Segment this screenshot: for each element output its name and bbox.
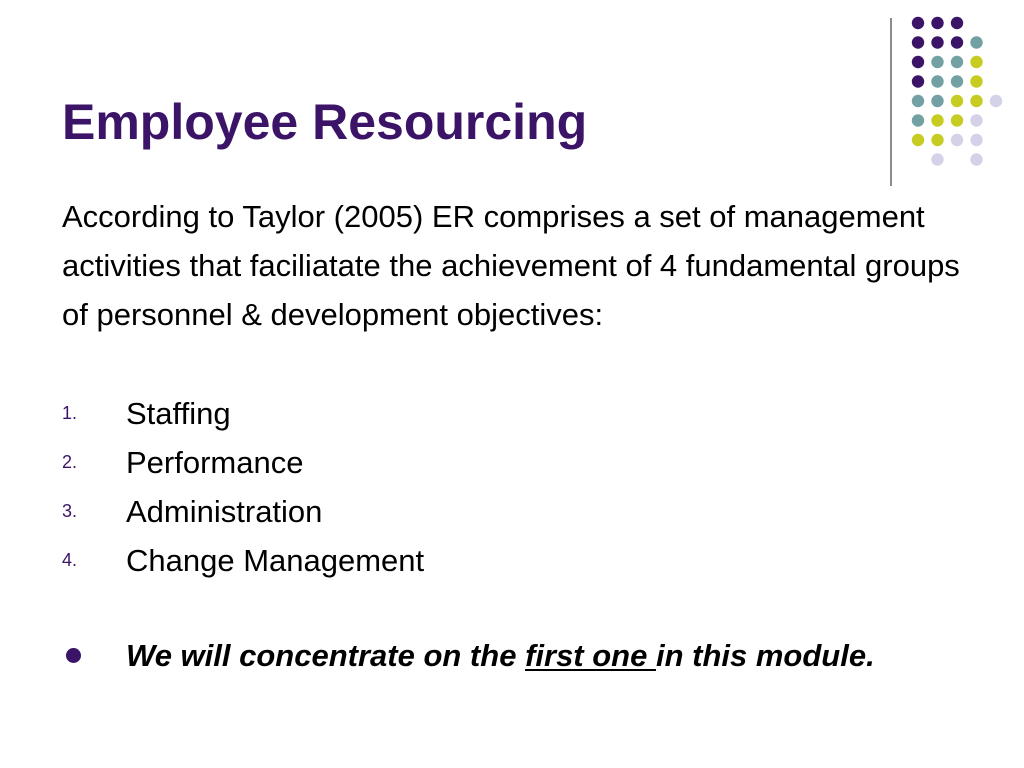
- decorative-dot: [990, 95, 1002, 107]
- list-item: [62, 389, 424, 438]
- module-note-text: [126, 636, 922, 676]
- decorative-dot: [931, 134, 943, 146]
- bullet-dot-icon: [66, 648, 81, 663]
- decorative-dot: [931, 17, 943, 29]
- list-number: 4.: [62, 550, 78, 570]
- decorative-dot: [951, 56, 963, 68]
- decorative-dot: [970, 153, 982, 165]
- list-label: Performance: [126, 445, 304, 480]
- note-text-after: in this module.: [655, 638, 875, 673]
- decorative-dot: [912, 75, 924, 87]
- decorative-dot: [970, 36, 982, 48]
- list-number: 1.: [62, 403, 78, 423]
- decorative-dot: [912, 56, 924, 68]
- note-text-underlined: first one: [525, 638, 656, 673]
- decorative-dot: [931, 36, 943, 48]
- decorative-dot: [931, 95, 943, 107]
- decorative-dot: [970, 56, 982, 68]
- divider-line: [890, 18, 892, 186]
- slide-title: Employee Resourcing: [62, 94, 588, 150]
- objectives-list: [62, 389, 424, 585]
- decorative-dot: [951, 134, 963, 146]
- decorative-dot: [951, 17, 963, 29]
- list-label: Staffing: [126, 396, 231, 431]
- list-number: 2.: [62, 452, 78, 472]
- module-note: [62, 636, 922, 676]
- decorative-dot: [951, 36, 963, 48]
- decorative-dot: [912, 95, 924, 107]
- list-item: [62, 438, 424, 487]
- decorative-dot: [931, 56, 943, 68]
- decorative-dot: [912, 134, 924, 146]
- decorative-dot: [931, 75, 943, 87]
- list-label: Change Management: [126, 543, 425, 578]
- note-text-before: We will concentrate on the: [126, 638, 526, 673]
- decorative-dot: [970, 75, 982, 87]
- intro-paragraph: According to Taylor (2005) ER comprises a set of management activities that faciliatate the achievement of 4 fundamental groups of personnel & development objectives:: [62, 199, 960, 332]
- decorative-dot: [931, 153, 943, 165]
- decorative-dot: [951, 75, 963, 87]
- list-item: [62, 487, 424, 536]
- list-label: Administration: [126, 494, 323, 529]
- decorative-dot: [912, 17, 924, 29]
- decorative-dot: [912, 114, 924, 126]
- decorative-dot: [970, 95, 982, 107]
- decorative-dot: [951, 95, 963, 107]
- list-item: [62, 536, 424, 585]
- list-number: 3.: [62, 501, 78, 521]
- decorative-dot: [931, 114, 943, 126]
- decorative-dot: [951, 114, 963, 126]
- decorative-dot: [970, 114, 982, 126]
- decorative-dot: [970, 134, 982, 146]
- decorative-dot: [912, 36, 924, 48]
